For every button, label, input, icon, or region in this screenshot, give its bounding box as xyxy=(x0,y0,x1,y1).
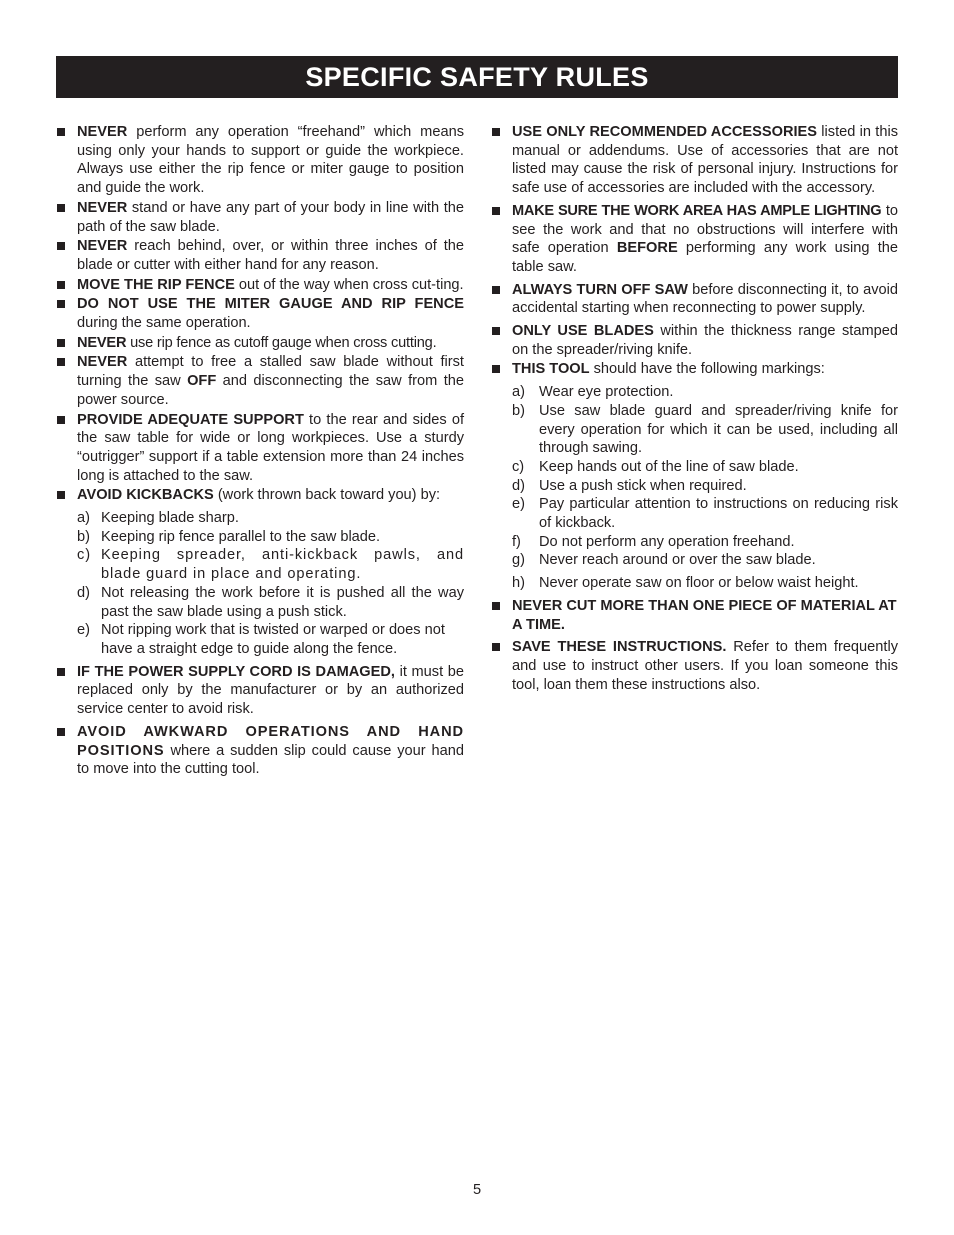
rule-kickbacks: AVOID KICKBACKS (work thrown back toward you) by: a) Keeping blade sharp. b) Keeping rip fence parallel to the saw blade. c) Keeping spreader, anti-kickback pawls, and blade guard in place and operating. d) Not releasing the work before it is pushed all the way past the saw blade using a push stick. e) Not ripping work that is twisted or warped or does not have a straight edge to guide along the fence. xyxy=(56,486,464,658)
bullet-square-icon xyxy=(57,339,65,347)
bullet-square-icon xyxy=(57,358,65,366)
left-column xyxy=(56,123,464,780)
bullet-square-icon xyxy=(57,728,65,736)
bullet-square-icon xyxy=(492,327,500,335)
bullet-square-icon xyxy=(57,242,65,250)
rule-save: SAVE THESE INSTRUCTIONS. Refer to them frequently and use to instruct other users. If you loan someone this tool, loan them these instructions also. xyxy=(491,638,898,694)
list-item: d) Use a push stick when required. xyxy=(512,477,747,494)
right-column xyxy=(491,123,898,695)
markings-sublist xyxy=(512,383,898,593)
rule-lighting: MAKE SURE THE WORK AREA HAS AMPLE LIGHTING to see the work and that no obstructions will interfere with safe operation BEFORE performing any work using the table saw. xyxy=(491,202,898,277)
bullet-square-icon xyxy=(492,286,500,294)
rule-blades: ONLY USE BLADES within the thickness range stamped on the spreader/riving knife. xyxy=(491,322,898,359)
list-item: h) Never operate saw on floor or below waist height. xyxy=(512,575,859,592)
bullet-square-icon xyxy=(492,207,500,215)
bullet-square-icon xyxy=(57,128,65,136)
rule-awkward: AVOID AWKWARD OPERATIONS AND HAND POSITIONS where a sudden slip could cause your hand to move into the cutting tool. xyxy=(56,723,464,779)
rule-never-cutoff: NEVER use rip fence as cutoff gauge when cross cutting. xyxy=(56,334,464,353)
rule-never-reach: NEVER reach behind, over, or within three inches of the blade or cutter with either hand for any reason. xyxy=(56,237,464,274)
kickback-sublist xyxy=(77,509,464,659)
bullet-square-icon xyxy=(492,643,500,651)
bullet-square-icon xyxy=(57,668,65,676)
list-item: b) Use saw blade guard and spreader/riving knife for every operation for which it can be used, including all through sawing. xyxy=(512,402,898,457)
rule-turn-off: ALWAYS TURN OFF SAW before disconnecting it, to avoid accidental starting when reconnecting to power supply. xyxy=(491,281,898,318)
list-item: a) Wear eye protection. xyxy=(512,384,674,401)
list-item: f) Do not perform any operation freehand. xyxy=(512,533,795,550)
list-item: e) Pay particular attention to instructions on reducing risk of kickback. xyxy=(512,496,898,532)
rule-markings: THIS TOOL should have the following markings: a) Wear eye protection. b) Use saw blade guard and spreader/riving knife for every operation for which it can be used, including all through sawing. c) Keep hands out of the line of saw blade. d) Use a push stick when required. e) Pay particular attention to instructions on reducing risk of kickback. f) Do not perform any operation freehand. g) Never reach around or over the saw blade. h) Never operate saw on floor or below waist height. xyxy=(491,360,898,592)
list-item: e) Not ripping work that is twisted or warped or does not have a straight edge to guide along the fence. xyxy=(77,622,445,657)
rule-accessories: USE ONLY RECOMMENDED ACCESSORIES listed in this manual or addendums. Use of accessories that are not listed may cause the risk of personal injury. Instructions for safe use of accessories are included with the accessory. xyxy=(491,123,898,198)
list-item: b) Keeping rip fence parallel to the saw blade. xyxy=(77,528,381,545)
rule-never-free: NEVER attempt to free a stalled saw blade without first turning the saw OFF and disconnecting the saw from the power source. xyxy=(56,353,464,409)
rule-never-stand: NEVER stand or have any part of your body in line with the path of the saw blade. xyxy=(56,199,464,236)
page-number: 5 xyxy=(472,1182,482,1198)
rule-move-fence: MOVE THE RIP FENCE out of the way when cross cut-ting. xyxy=(56,276,464,295)
list-item: c) Keeping spreader, anti-kickback pawls, and blade guard in place and operating. xyxy=(77,547,464,583)
page-title: SPECIFIC SAFETY RULES xyxy=(56,56,898,98)
bullet-square-icon xyxy=(492,365,500,373)
rule-cord: IF THE POWER SUPPLY CORD IS DAMAGED, it must be replaced only by the manufacturer or by an authorized service center to avoid risk. xyxy=(56,663,464,719)
bullet-square-icon xyxy=(57,491,65,499)
bullet-square-icon xyxy=(492,128,500,136)
bullet-square-icon xyxy=(57,204,65,212)
bullet-square-icon xyxy=(57,416,65,424)
rule-one-piece: NEVER CUT MORE THAN ONE PIECE OF MATERIAL AT A TIME. xyxy=(491,597,898,634)
list-item: d) Not releasing the work before it is pushed all the way past the saw blade using a push stick. xyxy=(77,584,464,620)
rule-never-freehand: NEVER perform any operation “freehand” which means using only your hands to support or guide the workpiece. Always use either the rip fence or miter gauge to position and guide the work. xyxy=(56,123,464,198)
list-item: c) Keep hands out of the line of saw blade. xyxy=(512,458,799,475)
bullet-square-icon xyxy=(57,281,65,289)
bullet-square-icon xyxy=(57,300,65,308)
bullet-square-icon xyxy=(492,602,500,610)
rule-support: PROVIDE ADEQUATE SUPPORT to the rear and sides of the saw table for wide or long workpieces. Use a sturdy “outrigger” support if a table extension more than 24 inches long is attached to the saw. xyxy=(56,411,464,486)
list-item: g) Never reach around or over the saw blade. xyxy=(512,552,816,569)
rule-do-not-use: DO NOT USE THE MITER GAUGE AND RIP FENCE during the same operation. xyxy=(56,295,464,332)
list-item: a) Keeping blade sharp. xyxy=(77,510,239,527)
